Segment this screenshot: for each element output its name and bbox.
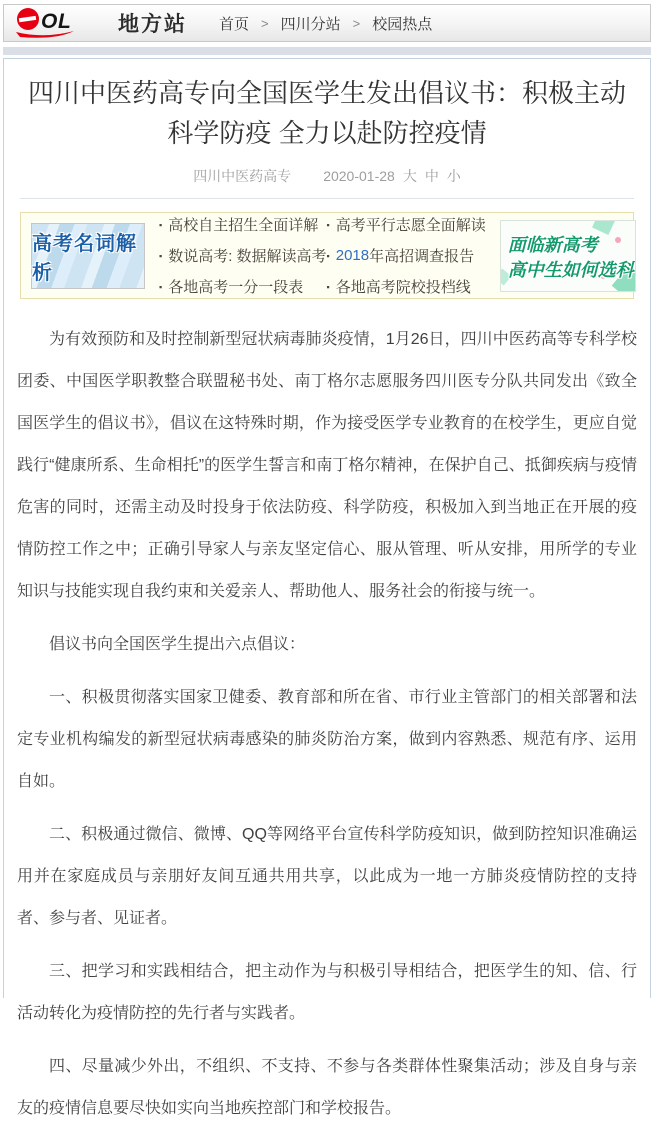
banner-link-column-1	[159, 214, 327, 297]
article-paragraph: 倡议书向全国医学生提出六点倡议：	[49, 636, 306, 653]
site-label: 地方站	[118, 13, 187, 36]
top-header-bar	[3, 4, 651, 42]
bullet-icon: ▪	[326, 219, 330, 230]
font-size-large-button[interactable]: 大	[402, 168, 417, 184]
link-label: 各地高考院校投档线	[335, 279, 471, 296]
font-size-small-button[interactable]: 小	[446, 168, 461, 184]
breadcrumb-home[interactable]: 首页	[219, 15, 250, 33]
link-label: 高考平行志愿全面解读	[335, 217, 486, 234]
eol-logo-icon	[14, 6, 110, 40]
font-size-medium-button[interactable]: 中	[424, 168, 439, 184]
banner-link-list	[157, 214, 488, 297]
bullet-icon: ▪	[159, 219, 163, 230]
bullet-icon: ▪	[159, 281, 163, 292]
link-label: 各地高考一分一段表	[168, 279, 304, 296]
link-label: 数说高考: 数据解读高考	[168, 248, 327, 265]
gaokao-glossary-label: 高考名词解析	[32, 232, 137, 284]
link-year-highlight: 2018	[335, 247, 370, 264]
page-title: 四川中医药高专向全国医学生发出倡议书：积极主动科学防疫 全力以赴防控疫情	[27, 78, 626, 148]
article-paragraph: 一、积极贯彻落实国家卫健委、教育部和所在省、市行业主管部门的相关部署和法定专业机构编发的新型冠状病毒感染的肺炎防治方案，做到内容熟悉、规范有序、运用自如。	[17, 689, 637, 790]
bullet-icon: ▪	[159, 250, 163, 261]
article-body	[4, 299, 650, 1130]
article-date: 2020-01-28	[323, 168, 395, 184]
link-label: 高校自主招生全面详解	[168, 217, 319, 234]
link-shushuo-gaokao[interactable]	[159, 245, 327, 266]
eol-logo[interactable]	[14, 6, 187, 40]
link-yuanxiao-toudangxian[interactable]	[327, 276, 486, 297]
article-paragraph: 三、把学习和实践相结合，把主动作为与积极引导相结合，把医学生的知、信、行活动转化为疫情防控的先行者与实践者。	[17, 963, 637, 1022]
new-gaokao-banner-label: 面临新高考 高中生如何选科	[507, 234, 634, 280]
breadcrumb-separator-icon: >	[352, 15, 361, 31]
link-2018-gaozhao-report[interactable]	[327, 245, 486, 266]
breadcrumb-sichuan[interactable]: 四川分站	[280, 15, 341, 33]
link-yifen-yiduan[interactable]	[159, 276, 327, 297]
banner-link-column-2	[327, 214, 486, 297]
header-divider-strip	[3, 47, 651, 55]
gaokao-glossary-banner[interactable]	[31, 223, 145, 289]
article-paragraph: 为有效预防和及时控制新型冠状病毒肺炎疫情，1月26日，四川中医药高等专科学校团委、中国医学职教整合联盟秘书处、南丁格尔志愿服务四川医专分队共同发出《致全国医学生的倡议书》，倡议在这特殊时期，作为接受医学专业教育的在校学生，更应自觉践行“健康所系、生命相托”的医学生誓言和南丁格尔精神，在保护自己、抵御疾病与疫情危害的同时，还需主动及时投身于依法防疫、科学防疫，积极加入到当地正在开展的疫情防控工作之中；正确引导家人与亲友坚定信心、服从管理、听从安排，用所学的专业知识与技能实现自我约束和关爱亲人、帮助他人、服务社会的衔接与统一。	[17, 331, 637, 600]
breadcrumb	[219, 13, 432, 34]
link-zizhu-zhaosheng[interactable]	[159, 214, 327, 235]
article-container	[3, 58, 651, 1117]
article-byline	[4, 166, 650, 186]
byline-divider	[20, 198, 634, 199]
new-gaokao-banner[interactable]	[500, 220, 636, 292]
breadcrumb-separator-icon: >	[261, 15, 269, 31]
link-pingxing-zhiyuan[interactable]	[327, 214, 486, 235]
bullet-icon: ▪	[326, 250, 330, 261]
article-source: 四川中医药高专	[193, 168, 292, 184]
article-paragraph: 二、积极通过微信、微博、QQ等网络平台宣传科学防疫知识，做到防控知识准确运用并在家庭成员与亲朋好友间互通共用共享，以此成为一地一方肺炎疫情防控的支持者、参与者、见证者。	[17, 826, 637, 927]
bullet-icon: ▪	[326, 281, 330, 292]
logo-letter-l: L	[58, 10, 71, 33]
link-label: 年高招调查报告	[369, 248, 475, 265]
logo-letters: O	[41, 10, 58, 33]
gaokao-promo-banner	[20, 212, 634, 299]
breadcrumb-campus-hotspot[interactable]: 校园热点	[372, 15, 433, 33]
article-paragraph: 四、尽量减少外出，不组织、不支持、不参与各类群体性聚集活动；涉及自身与亲友的疫情信息要尽快如实向当地疾控部门和学校报告。	[17, 1058, 637, 1117]
